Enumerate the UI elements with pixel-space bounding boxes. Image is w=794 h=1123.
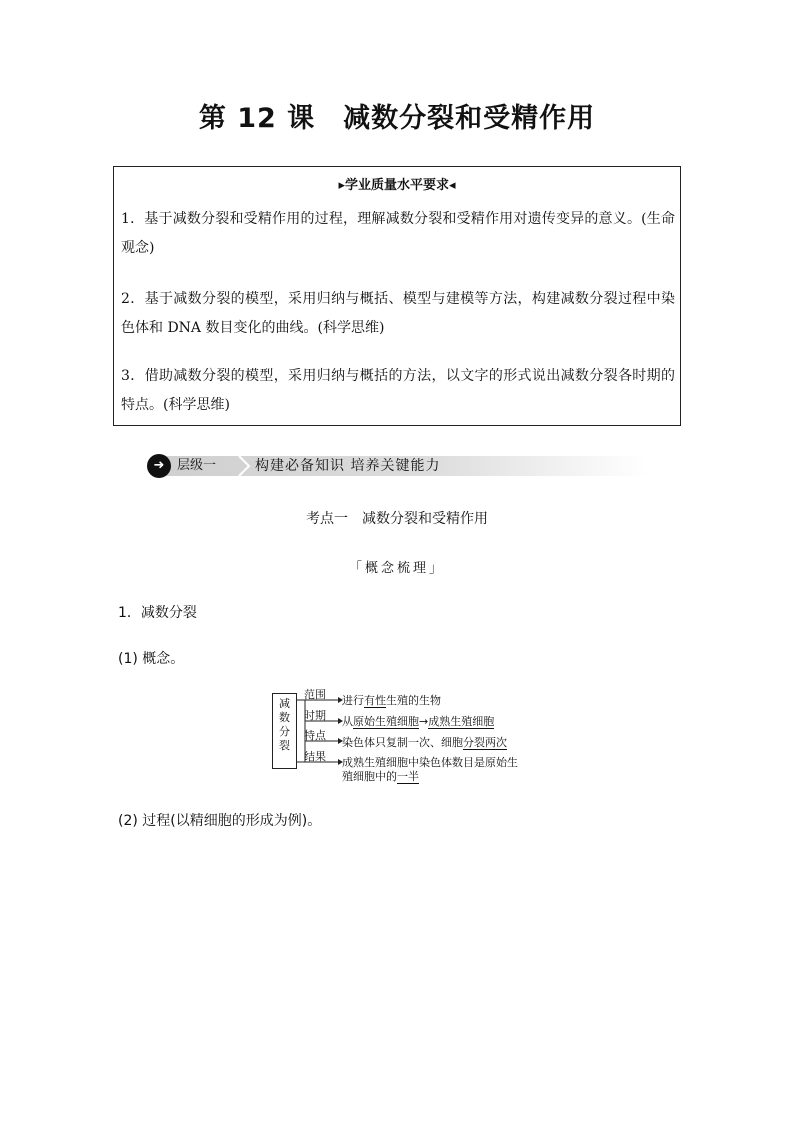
value-arrow: → <box>419 715 429 728</box>
diagram-label-result: 结果 <box>304 750 326 763</box>
requirements-box <box>113 166 681 426</box>
point-1-sub-1: (1) 概念。 <box>118 651 185 667</box>
requirement-item-2: 2．基于减数分裂的模型，采用归纳与概括、模型与建模等方法，构建减数分裂过程中染色体和 DNA 数目变化的曲线。(科学思维) <box>121 291 675 336</box>
concept-heading: 「概念梳理」 <box>348 561 445 576</box>
diagram-value-feature <box>342 734 507 750</box>
chevron-right-icon <box>237 456 251 476</box>
value-text: 染色体只复制一次、细胞 <box>342 736 463 749</box>
value-text: 殖细胞中的 <box>342 770 397 783</box>
diagram-root-label: 减数分裂 <box>279 697 290 752</box>
page-title: 第 12 课 减数分裂和受精作用 <box>198 103 596 134</box>
diagram-value-range <box>342 692 441 708</box>
value-answer: 有性 <box>364 694 386 707</box>
value-answer: 一半 <box>397 770 419 783</box>
arrow-circle-icon: ➜ <box>147 454 171 478</box>
requirement-item-1: 1．基于减数分裂和受精作用的过程，理解减数分裂和受精作用对遗传变异的意义。(生命观念) <box>121 211 675 256</box>
value-text: 成熟生殖细胞中染色体数目是原始生 <box>342 756 518 769</box>
value-text: 从 <box>342 715 353 728</box>
diagram-value-period <box>342 713 494 729</box>
diagram-label-range: 范围 <box>304 688 326 701</box>
requirements-heading: ▸学业质量水平要求◂ <box>338 178 456 193</box>
value-answer: 分裂两次 <box>463 736 507 749</box>
banner-level: 层级一 <box>177 458 217 473</box>
diagram-label-period: 时期 <box>304 709 326 722</box>
point-1-sub-2: (2) 过程(以精细胞的形成为例)。 <box>118 813 322 829</box>
value-text: 进行 <box>342 694 364 707</box>
value-answer: 成熟生殖细胞 <box>428 715 495 728</box>
diagram-value-result <box>342 756 518 784</box>
concept-diagram <box>268 686 538 786</box>
value-text: 生殖的生物 <box>386 694 441 707</box>
requirement-item-3: 3．借助减数分裂的模型，采用归纳与概括的方法，以文字的形式说出减数分裂各时期的特点。(科学思维) <box>121 368 675 413</box>
point-1-heading: 1．减数分裂 <box>118 605 197 621</box>
section-title: 考点一 减数分裂和受精作用 <box>306 511 488 527</box>
value-answer: 原始生殖细胞 <box>353 715 419 728</box>
banner-text: 构建必备知识 培养关键能力 <box>255 458 441 474</box>
diagram-label-feature: 特点 <box>304 729 326 742</box>
level-banner <box>147 454 647 478</box>
